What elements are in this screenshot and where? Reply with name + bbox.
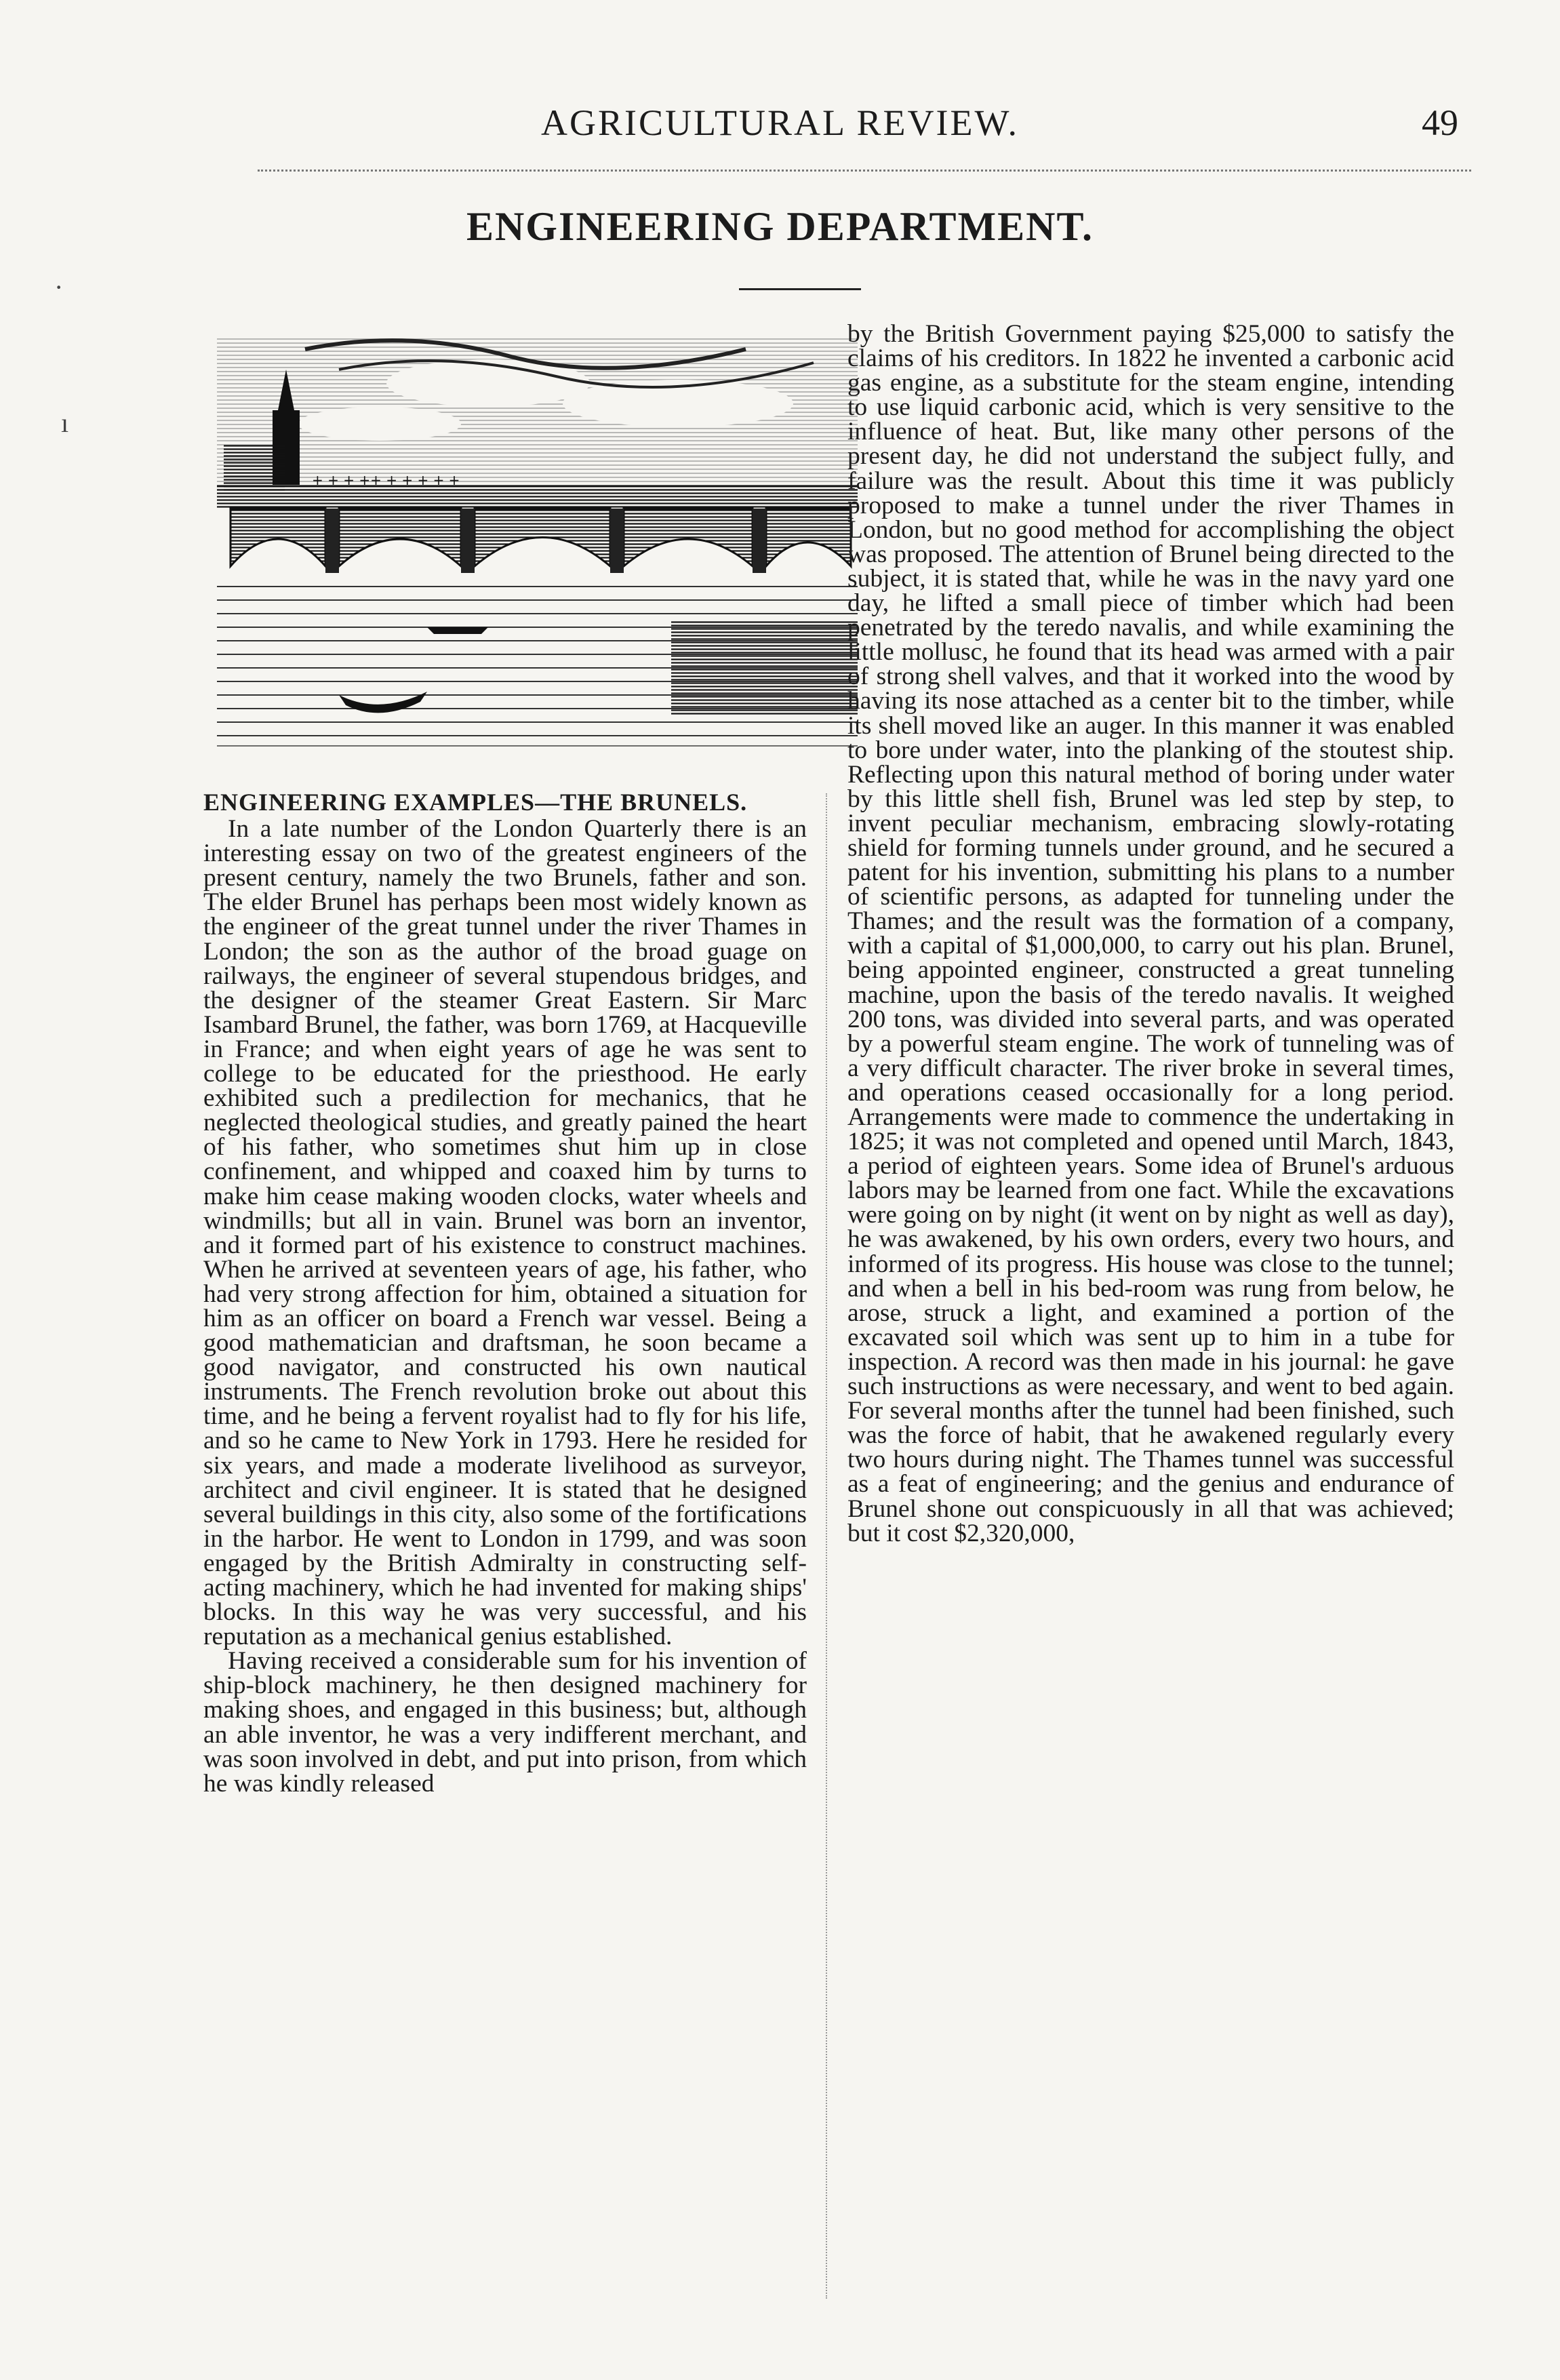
margin-speck: ·: [54, 272, 64, 302]
svg-text:+ + + ++ + + + + +: + + + ++ + + + + +: [312, 472, 460, 488]
left-paragraph-1: In a late number of the London Quarterly there is an interesting essay on two of the greatest engineers of the present century, namely the two Brunels, father and son. The elder Brunel has perhaps been most widely known as the engineer of the great tunnel under the river Thames in London; the son as the author of the broad guage on railways, the engineer of several stupendous bridges, and the designer of the steamer Great Eastern. Sir Marc Isambard Brunel, the father, was born 1769, at Hacqueville in France; and when eight years of age he was sent to college to be educated for the priesthood. He early exhibited such a predilection for mechanics, that he neglected theological studies, and greatly pained the heart of his father, who sometimes shut him up in close confinement, and whipped and coaxed him by turns to make him cease making wooden clocks, water wheels and windmills; but all in vain. Brunel was born an inventor, and it formed part of his existence to construct machines. When he arrived at seventeen years of age, his father, who had very strong affection for him, obtained a situation for him as an officer on board a French war vessel. Being a good mathematician and draftsman, he soon became a good navigator, and constructed his own nautical instruments. The French revolution broke out about this time, and he being a fervent royalist had to fly for his life, and so he came to New York in 1793. Here he resided for six years, and made a moderate livelihood as surveyor, architect and civil engineer. It is stated that he designed several buildings in this city, also some of the fortifications in the harbor. He went to London in 1799, and was soon engaged by the British Admiralty in constructing self-acting machinery, which he had invented for making ships' blocks. In this way he was very successful, and his reputation as a mechanical genius established.: [203, 815, 807, 1651]
margin-speck: ı: [61, 408, 69, 438]
title-rule: [739, 288, 861, 290]
running-title: AGRICULTURAL REVIEW.: [541, 102, 1019, 143]
right-paragraph: by the British Government paying $25,000 to satisfy the claims of his creditors. In 1822 he invented a carbonic acid gas engine, as a substitute for the steam engine, intending to use liquid carbonic acid, which is very sensitive to the influence of heat. But, like many other persons of the present day, he did not understand the subject fully, and failure was the result. About this time it was publicly proposed to make a tunnel under the river Thames in London, but no good method for accomplishing the object was proposed. The attention of Brunel being directed to the subject, it is stated that, while he was in the navy yard one day, he lifted a small piece of timber which had been penetrated by the teredo navalis, and while examining the little mollusc, he found that its head was armed with a pair of strong shell valves, and that it worked into the wood by having its nose attached as a center bit to the timber, while its shell moved like an auger. In this manner it was enabled to bore under water, into the planking of the stoutest ship. Reflecting upon this natural method of boring under water by this little shell fish, Brunel was led step by step, to invent peculiar mechanism, embracing slowly-rotating shield for forming tunnels under ground, and he secured a patent for his invention, submitting his plans to a number of scientific persons, as adapted for tunneling under the Thames; and the result was the formation of a company, with a capital of $1,000,000, to carry out his plan. Brunel, being appointed engineer, constructed a great tunneling machine, upon the basis of the teredo navalis. It weighed 200 tons, was divided into several parts, and was operated by a powerful steam engine. The work of tunneling was of a very difficult character. The river broke in several times, and operations ceased occasionally for a long period. Arrangements were made to commence the undertaking in 1825; it was not completed and opened until March, 1843, a period of eighteen years. Some idea of Brunel's arduous labors may be learned from one fact. While the excavations were going on by night (it went on by night as well as day), he was awakened, by his own orders, every two hours, and informed of its progress. His house was close to the tunnel; and when a bell in his bed-room was rung from below, he arose, struck a light, and examined a portion of the excavated soil which was sent up to him in a tube for inspection. A record was then made in his journal: he gave such instructions as were necessary, and went to bed again. For several months after the tunnel had been finished, such was the force of habit, that he awakened regularly every two hours during night. The Thames tunnel was successful as a feat of engineering; and the genius and endurance of Brunel shone out conspicuously in all that was achieved; but it cost $2,320,000,: [847, 320, 1454, 1547]
column-divider: [826, 793, 827, 2299]
article-heading: ENGINEERING EXAMPLES—THE BRUNELS.: [203, 789, 748, 816]
header-divider: [258, 170, 1471, 172]
department-title: ENGINEERING DEPARTMENT.: [466, 204, 1094, 249]
bridge-engraving: [203, 309, 871, 776]
right-column: [847, 322, 1454, 1546]
left-paragraph-2: Having received a considerable sum for his invention of ship-block machinery, he then designed machinery for making shoes, and engaged in this business; but, although an able inventor, he was a very indifferent merchant, and was soon involved in debt, and put into prison, from which he was kindly released: [203, 1647, 807, 1798]
running-head: [0, 102, 1560, 156]
left-column: [203, 790, 807, 1796]
page-number: 49: [1422, 102, 1458, 143]
bridge-engraving-art: [203, 309, 871, 776]
